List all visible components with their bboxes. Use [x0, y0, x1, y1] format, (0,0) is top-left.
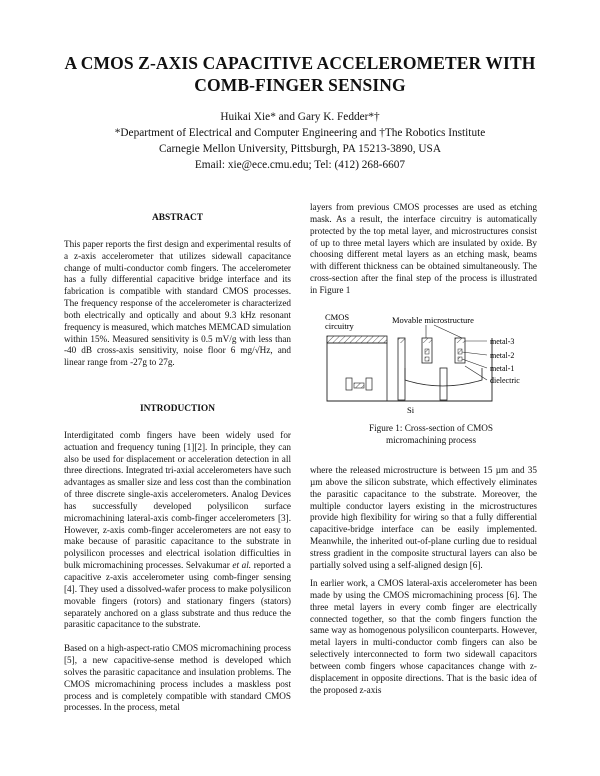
right-column-top — [310, 202, 537, 297]
author-names: Huikai Xie* and Gary K. Fedder*† — [220, 111, 380, 123]
right-column-bottom — [310, 578, 537, 696]
cmos-dielectric — [327, 343, 387, 401]
right-paragraph-bottom: In earlier work, a CMOS lateral-axis accelerometer has been made by using the CMOS micromachining process [6]. The three metal layers in every comb finger are electrically connected together, so that the comb fingers function the same way as homogenous polysilicon counterparts. However, metal layers in multi-conductor comb fingers can also be selectively interconnected to form two sidewall capacitors between comb fingers whose capacitances change with z-displacement in opposite directions. That is the basic idea of the proposed z-axis — [310, 578, 537, 695]
abstract-text: This paper reports the first design and experimental results of a z-axis accelerometer that utilizes sidewall capacitance change of multi-conductor comb fingers. The accelerometer has a fully differential capacitive bridge interface and its fabrication is compatible with standard CMOS processes. The frequency response of the accelerometer is characterized both electrically and optically and about 9.3 kHz resonant frequency is measured, which matches MEMCAD simulation within 15%. Measured sensitivity is 0.5 mV/g with less than -40 dB cross-axis sensitivity, noise floor 6 mg/√Hz, and linear range from -27g to 27g. — [64, 238, 291, 368]
author-university: Carnegie Mellon University, Pittsburgh, PA 15213-3890, USA — [158, 143, 441, 155]
author-block — [40, 109, 560, 173]
figure-label-movable: Movable microstructure — [392, 315, 474, 325]
finger-4-top — [455, 338, 465, 343]
movable-leader-2 — [434, 325, 462, 338]
substrate-outline — [327, 336, 492, 401]
figure-label-circuitry: circuitry — [325, 321, 354, 331]
figure-label-si: Si — [407, 405, 415, 415]
finger-4-m2 — [458, 349, 462, 354]
title-line-1: A CMOS Z-AXIS CAPACITIVE ACCELEROMETER WITH — [64, 53, 536, 73]
intro-p1-etal: et al. — [232, 560, 252, 571]
cmos-hatched-metal — [327, 336, 387, 343]
author-email: Email: xie@ece.cmu.edu; Tel: (412) 268-6607 — [194, 159, 406, 171]
figure-1-caption — [310, 423, 552, 446]
finger-1-top — [398, 338, 405, 343]
figure-label-metal2: metal-2 — [490, 351, 515, 360]
introduction-heading: INTRODUCTION — [139, 404, 215, 414]
figure-label-metal3: metal-3 — [490, 337, 515, 346]
introduction-paragraph-2: Based on a high-aspect-ratio CMOS micromachining process [5], a new capacitive-sense method is developed which solves the parasitic capacitance and insulation problems. The CMOS micromachining process includes a maskless post process and is completely compatible with standard CMOS processes. In the process, metal — [64, 643, 291, 713]
leader-dielectric — [465, 366, 487, 380]
right-paragraph-top: layers from previous CMOS processes are used as etching mask. As a result, the interface circuitry is automatically protected by the top metal layer, and microstructures consist of up to three metal layers which are insulated by oxide. By choosing different metal layers as an etching mask, beams with different thickness can be obtained simultaneously. The cross-section after the final step of the process is illustrated in Figure 1 — [310, 202, 537, 295]
title-line-2: COMB-FINGER SENSING — [194, 75, 406, 95]
right-column-middle — [310, 465, 537, 572]
finger-2-m1 — [425, 357, 429, 361]
intro-p1-part-b: reported a capacitive z-axis accelerometer using comb-finger sensing [4]. They used a dissolved-wafer process to make polysilicon movable fingers (rotors) and stationary fingers (stators) separately anchored on a glass substrate and thus reduce the parasitic capacitance to the substrate. — [64, 560, 291, 630]
paper-title — [40, 52, 560, 96]
introduction-paragraph-1 — [64, 430, 291, 631]
abstract-section — [64, 213, 291, 369]
figure-1-cross-section — [322, 308, 552, 418]
leader-metal2 — [462, 352, 487, 355]
right-paragraph-middle: where the released microstructure is between 15 µm and 35 µm above the silicon substrate, which effectively eliminates the parasitic capacitance to the substrate. Moreover, the multiple conductor layers existing in the microstructures provide high flexibility for wiring so that a fully differential capacitive-bridge interface can be easily implemented. Meanwhile, the inherited out-of-plane curling due to residual stress gradient in the composite structural layers can also be partially solved using a self-aligned design [6]. — [310, 465, 537, 570]
finger-2-top — [422, 338, 432, 343]
finger-4-m1 — [458, 357, 462, 361]
finger-1 — [398, 338, 405, 400]
figure-label-cmos: CMOS — [325, 312, 350, 322]
finger-2-m2 — [425, 349, 429, 354]
figure-label-dielectric: dielectric — [490, 376, 520, 385]
author-affiliation: *Department of Electrical and Computer Engineering and †The Robotics Institute — [114, 127, 486, 139]
intro-p1-part-a: Interdigitated comb fingers have been widely used for actuation and frequency tuning [1][2]. In principle, they can also be used for displacement or acceleration detection in all three directions. Integrated tri-axial accelerometers have such advantages as smaller size and less cost than the combination of three discrete single-axis accelerometers. Analog Devices has successfully developed polysilicon surface micromachining lateral-axis comb-finger accelerometers [3]. However, z-axis comb-finger accelerometers are not easy to make because of parasitic capacitance to the substrate in polysilicon processes and electrical isolation difficulties in bulk micromachining processes. Selvakumar — [64, 429, 291, 571]
caption-line-1: Figure 1: Cross-section of CMOS — [368, 423, 494, 433]
cmos-transistor-1 — [346, 378, 352, 390]
introduction-section — [64, 404, 291, 714]
abstract-heading: ABSTRACT — [151, 213, 204, 223]
figure-label-metal1: metal-1 — [490, 364, 515, 373]
finger-3 — [440, 368, 447, 400]
cmos-transistor-2 — [354, 383, 364, 388]
cmos-transistor-3 — [366, 378, 372, 390]
caption-line-2: micromachining process — [385, 434, 477, 445]
